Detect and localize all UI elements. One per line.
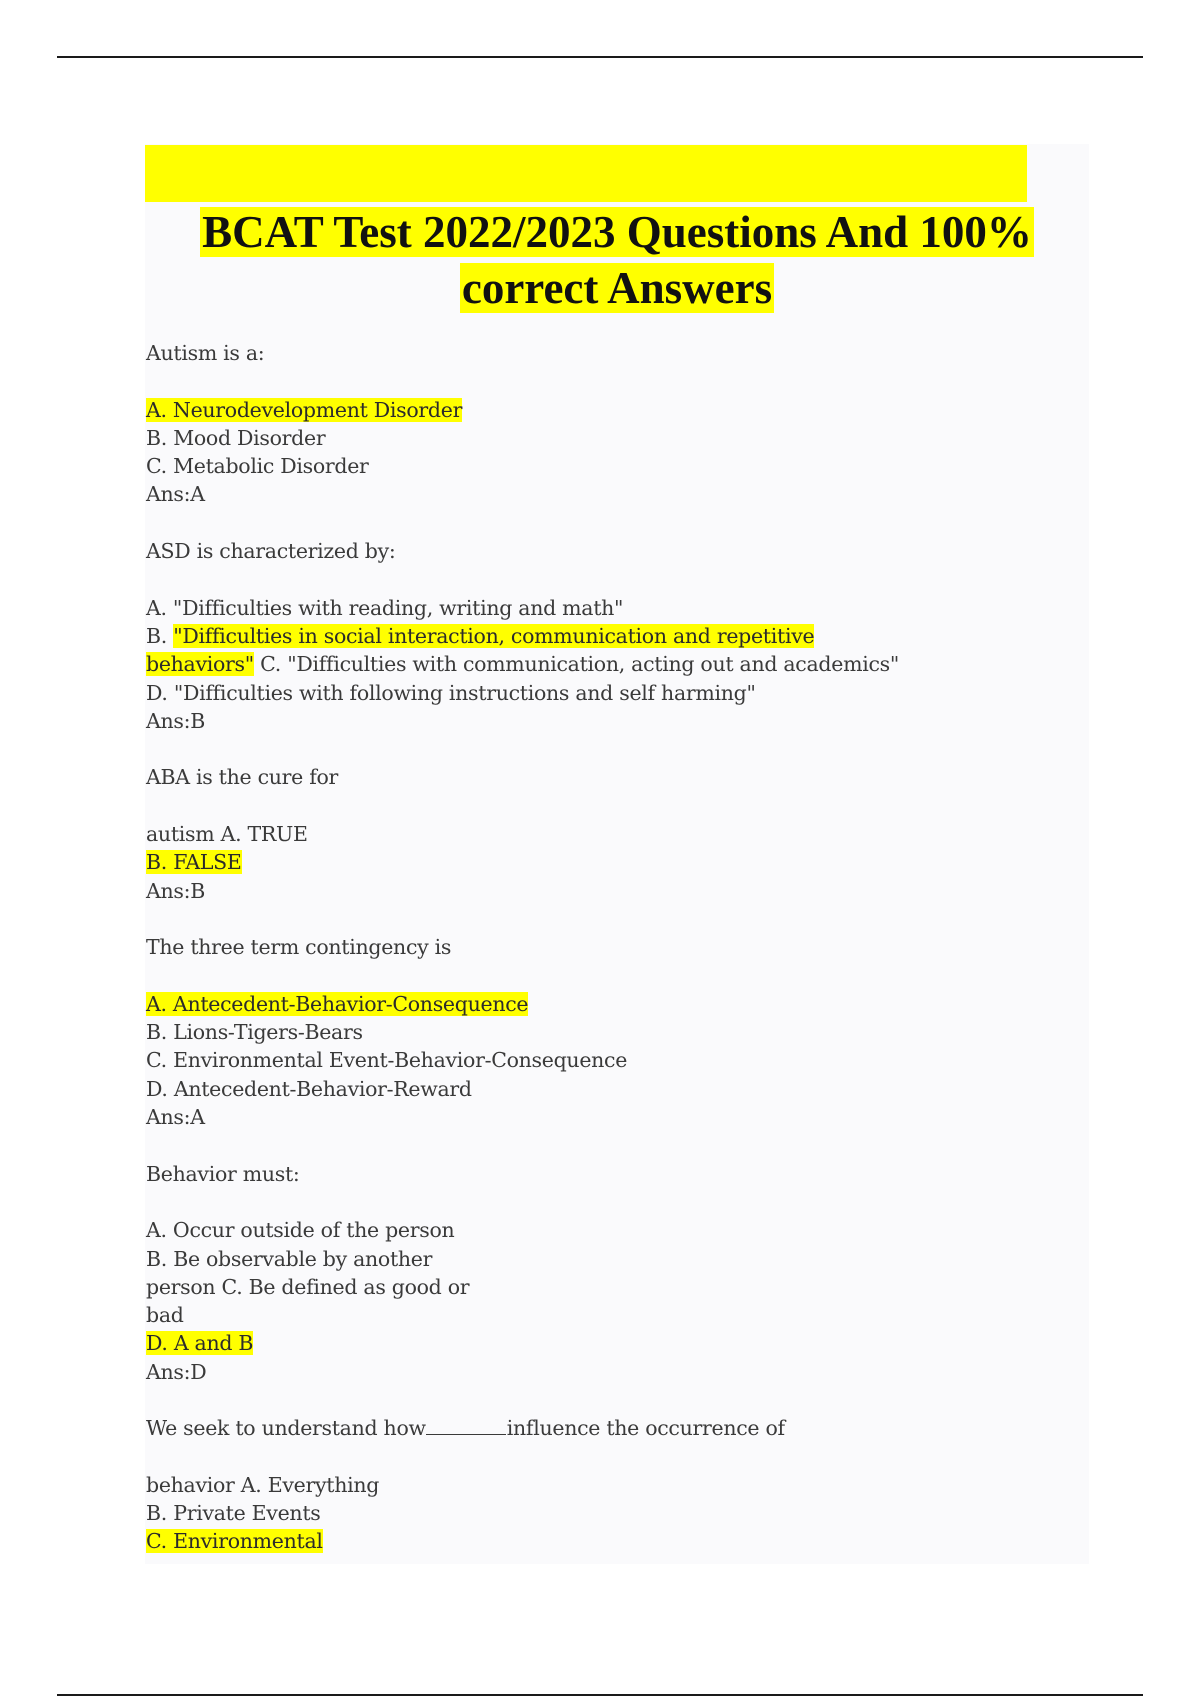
highlighted-answer: A. Neurodevelopment Disorder — [146, 397, 463, 422]
answer-option: B. Lions-Tigers-Bears — [146, 1020, 363, 1045]
question-prompt: ASD is characterized by: — [146, 539, 396, 564]
spacer — [146, 565, 946, 593]
question-prompt: Behavior must: — [146, 1161, 300, 1186]
spacer — [146, 1188, 946, 1216]
spacer — [146, 1443, 946, 1471]
highlighted-answer: "Difficulties in social interaction, communication and repetitive — [173, 623, 815, 648]
answer-option: person C. Be defined as good or — [146, 1274, 470, 1299]
highlighted-answer-cont: behaviors" — [146, 652, 254, 677]
spacer — [146, 962, 946, 990]
bottom-rule — [57, 1694, 1143, 1696]
spacer — [146, 735, 946, 763]
answer-key: Ans:A — [146, 482, 205, 507]
highlighted-answer: D. A and B — [146, 1331, 254, 1356]
answer-option: behavior A. Everything — [146, 1472, 380, 1497]
highlighted-answer: B. FALSE — [146, 850, 242, 875]
spacer — [146, 367, 946, 395]
answer-option: B. Mood Disorder — [146, 425, 326, 450]
fill-in-blank — [426, 1416, 506, 1435]
prompt-text: influence the occurrence of — [506, 1416, 785, 1441]
answer-option: D. "Difficulties with following instructions and self harming" — [146, 680, 756, 705]
option-text: C. "Difficulties with communication, acting out and academics" — [253, 652, 899, 677]
document-title — [145, 204, 1089, 316]
answer-option: B. Be observable by another — [146, 1246, 433, 1271]
spacer — [146, 792, 946, 820]
highlighted-answer: C. Environmental — [146, 1529, 323, 1554]
question-prompt: The three term contingency is — [146, 935, 452, 960]
spacer — [146, 1131, 946, 1159]
top-rule — [57, 56, 1143, 58]
highlighted-answer: A. Antecedent-Behavior-Consequence — [146, 991, 529, 1016]
answer-option — [146, 990, 946, 1018]
answer-option — [146, 1527, 946, 1555]
answer-option — [146, 396, 946, 424]
answer-option: D. Antecedent-Behavior-Reward — [146, 1076, 472, 1101]
spacer — [146, 509, 946, 537]
answer-option: C. Environmental Event-Behavior-Consequence — [146, 1048, 628, 1073]
question-list — [146, 339, 946, 1556]
answer-option: B. Private Events — [146, 1501, 321, 1526]
highlight-banner — [145, 145, 1027, 202]
answer-option: A. Occur outside of the person — [146, 1218, 455, 1243]
answer-option — [146, 622, 946, 650]
title-line-1: BCAT Test 2022/2023 Questions And 100% — [202, 207, 1032, 257]
prompt-text: We seek to understand how — [146, 1416, 426, 1441]
answer-option: autism A. TRUE — [146, 822, 308, 847]
question-prompt — [146, 1414, 946, 1442]
title-line-2: correct Answers — [461, 263, 773, 313]
question-prompt: ABA is the cure for — [146, 765, 339, 790]
answer-option: A. "Difficulties with reading, writing and math" — [146, 595, 624, 620]
answer-key: Ans:B — [146, 708, 205, 733]
answer-key: Ans:B — [146, 878, 205, 903]
spacer — [146, 905, 946, 933]
question-prompt: Autism is a: — [146, 341, 265, 365]
spacer — [146, 1386, 946, 1414]
option-letter: B. — [146, 623, 174, 648]
answer-option: bad — [146, 1303, 184, 1328]
answer-key: Ans:D — [146, 1359, 207, 1384]
answer-key: Ans:A — [146, 1105, 205, 1130]
answer-option: C. Metabolic Disorder — [146, 454, 369, 479]
answer-option — [146, 650, 946, 678]
answer-option — [146, 1329, 946, 1357]
answer-option — [146, 848, 946, 876]
